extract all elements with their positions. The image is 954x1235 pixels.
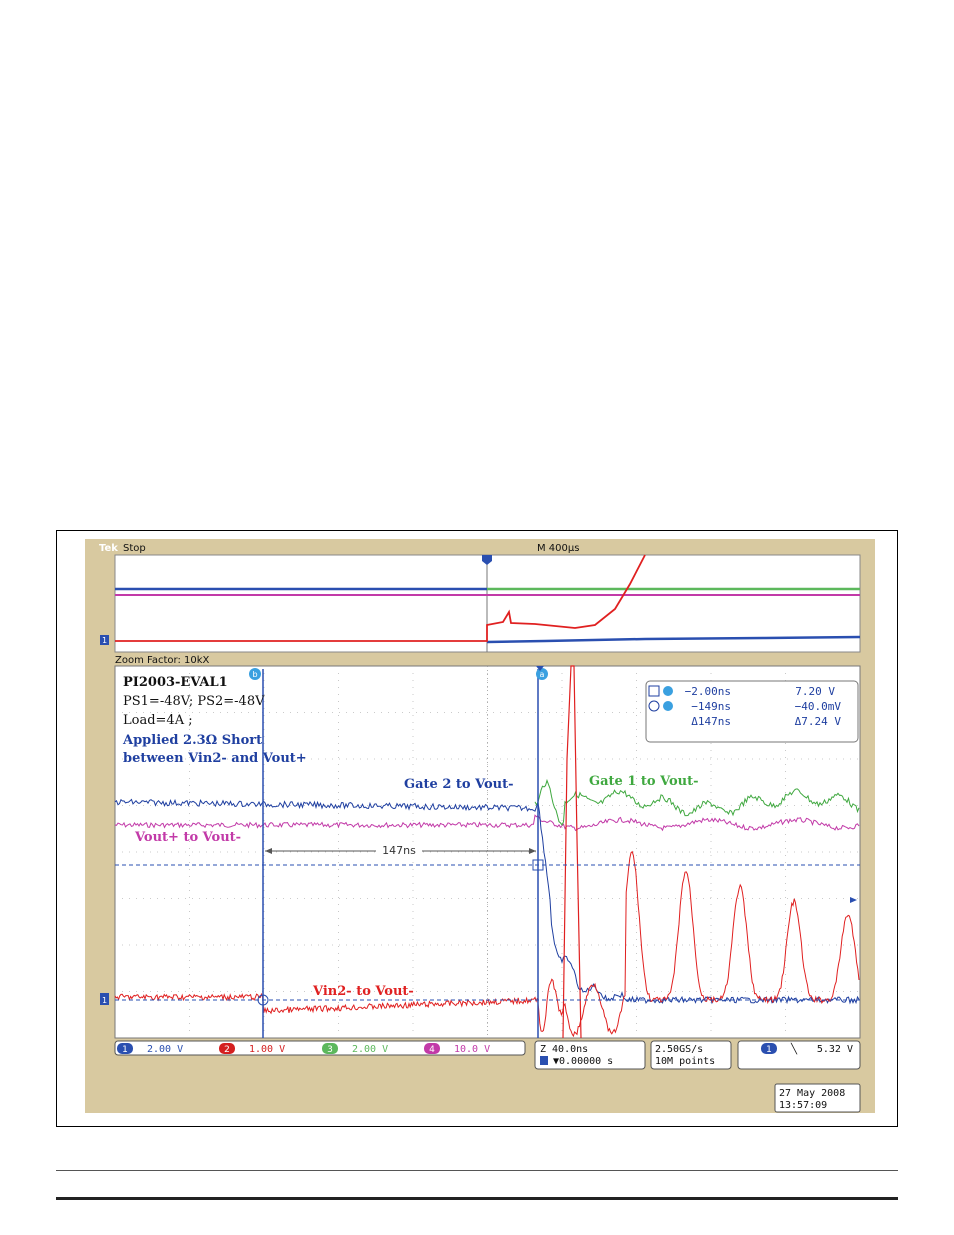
channel-1-scale: 2.00 V xyxy=(147,1044,184,1055)
readout-b-time: −149ns xyxy=(691,700,731,713)
record-length-label: 10M points xyxy=(655,1056,716,1067)
footer-rule-thin xyxy=(56,1170,898,1171)
short-label-2: between Vin2- and Vout+ xyxy=(123,751,307,766)
cursor-b-handle-label: b xyxy=(252,670,258,679)
cursor-a-handle-label: a xyxy=(539,670,545,679)
cursor-readout xyxy=(646,681,858,742)
position-trigger-icon xyxy=(540,1056,548,1065)
short-label-1: Applied 2.3Ω Short xyxy=(123,733,263,748)
trigger-slope-icon: ╲ xyxy=(791,1044,798,1055)
channel-2-number: 2 xyxy=(224,1045,230,1055)
overview-ch1-marker-label: 1 xyxy=(101,636,108,645)
zoom-time-label: Z 40.0ns xyxy=(540,1044,589,1055)
acq-status: Stop xyxy=(123,543,146,554)
zoom-factor-label: Zoom Factor: 10kX xyxy=(115,655,210,666)
series-label-vin2: Vin2- to Vout- xyxy=(313,984,414,999)
date-label: 27 May 2008 xyxy=(779,1088,846,1099)
trigger-level-label: 5.32 V xyxy=(816,1044,853,1055)
readout-b-volt: −40.0mV xyxy=(794,700,841,713)
series-label-gate2: Gate 2 to Vout- xyxy=(404,777,514,792)
readout-a-badge-icon xyxy=(663,686,673,696)
load-label: Load=4A ; xyxy=(123,713,193,728)
zoom-ch1-marker-label: 1 xyxy=(101,996,108,1005)
series-label-gate1: Gate 1 to Vout- xyxy=(589,774,699,789)
timebase-label: M 400µs xyxy=(537,543,580,554)
board-label: PI2003-EVAL1 xyxy=(123,675,228,690)
overview-window xyxy=(100,555,860,652)
trigger-channel-label: 1 xyxy=(766,1045,772,1055)
brand-label: Tek xyxy=(99,543,118,554)
readout-delta-time: Δ147ns xyxy=(691,715,731,728)
footer-rule-thick xyxy=(56,1197,898,1200)
supplies-label: PS1=-48V; PS2=-48V xyxy=(123,694,265,709)
delta-label: 147ns xyxy=(382,844,416,857)
readout-a-time: −2.00ns xyxy=(684,685,731,698)
readout-a-volt: 7.20 V xyxy=(795,685,835,698)
oscilloscope-screenshot xyxy=(85,539,875,1113)
series-label-vout: Vout+ to Vout- xyxy=(135,830,242,845)
readout-delta-volt: Δ7.24 V xyxy=(794,715,841,728)
channel-3-scale: 2.00 V xyxy=(352,1044,389,1055)
time-label: 13:57:09 xyxy=(779,1100,828,1111)
channel-4-number: 4 xyxy=(429,1045,435,1055)
channel-1-number: 1 xyxy=(122,1045,128,1055)
position-label: ▼0.00000 s xyxy=(553,1056,614,1067)
channel-4-scale: 10.0 V xyxy=(454,1044,491,1055)
channel-3-number: 3 xyxy=(327,1045,333,1055)
channel-2-scale: 1.00 V xyxy=(249,1044,286,1055)
sample-rate-label: 2.50GS/s xyxy=(655,1044,704,1055)
zoom-window xyxy=(100,666,860,1038)
readout-b-badge-icon xyxy=(663,701,673,711)
